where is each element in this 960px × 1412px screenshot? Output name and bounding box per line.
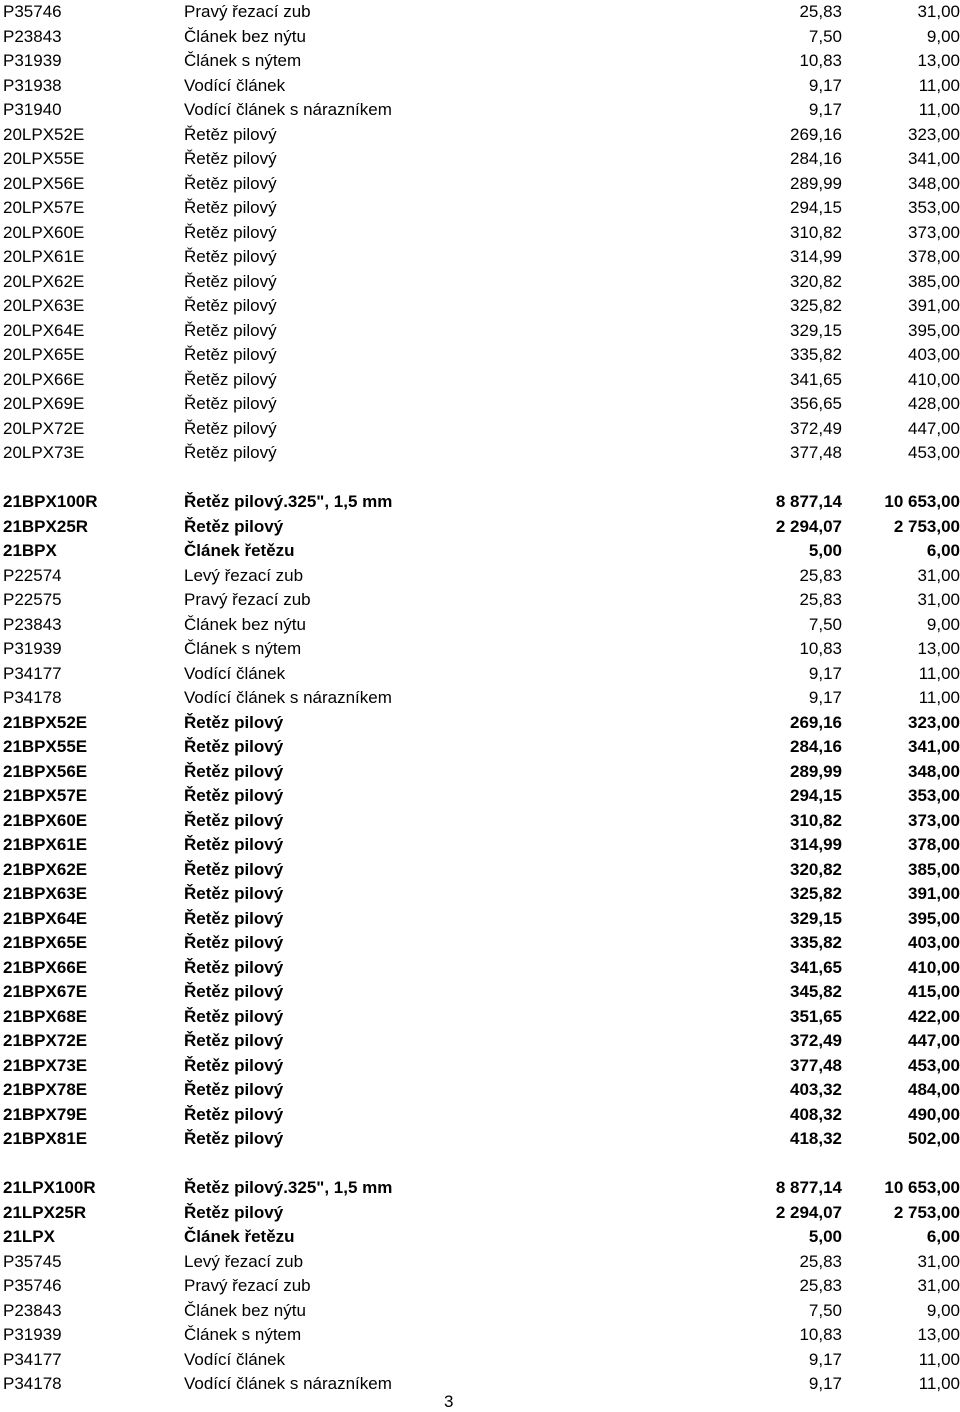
table-row bbox=[0, 588, 960, 613]
price-without-vat: 408,32 bbox=[790, 1104, 842, 1124]
price-without-vat: 25,83 bbox=[799, 2, 842, 21]
table-row bbox=[0, 735, 960, 760]
page-number: 3 bbox=[444, 1392, 454, 1411]
table-row bbox=[0, 686, 960, 711]
item-description: Řetěz pilový bbox=[184, 786, 284, 805]
item-description: Vodící článek bbox=[184, 663, 286, 683]
item-description: Řetěz pilový.325", 1,5 mm bbox=[184, 1178, 393, 1197]
item-code: 21BPX63E bbox=[3, 884, 88, 903]
price-without-vat: 25,83 bbox=[799, 590, 842, 609]
price-without-vat: 8 877,14 bbox=[775, 1178, 842, 1197]
item-code: P31939 bbox=[3, 51, 62, 70]
price-without-vat: 325,82 bbox=[790, 296, 842, 315]
item-description: Řetěz pilový bbox=[184, 1031, 284, 1050]
table-row bbox=[0, 564, 960, 589]
item-description: Řetěz pilový bbox=[184, 761, 284, 781]
price-with-vat: 11,00 bbox=[918, 1374, 960, 1393]
price-with-vat: 341,00 bbox=[908, 737, 960, 756]
item-code: P31939 bbox=[3, 639, 62, 658]
item-code: P31939 bbox=[3, 1325, 62, 1344]
price-with-vat: 2 753,00 bbox=[893, 1202, 960, 1222]
item-description: Řetěz pilový bbox=[184, 1006, 284, 1026]
item-description: Řetěz pilový bbox=[184, 933, 284, 952]
item-description: Řetěz pilový bbox=[184, 982, 284, 1001]
price-with-vat: 378,00 bbox=[908, 835, 960, 854]
price-without-vat: 329,15 bbox=[790, 320, 842, 340]
price-with-vat: 373,00 bbox=[908, 810, 960, 830]
item-description: Řetěz pilový bbox=[184, 1080, 284, 1099]
item-description: Řetěz pilový bbox=[184, 859, 284, 879]
price-without-vat: 269,16 bbox=[790, 712, 842, 732]
table-row bbox=[0, 441, 960, 466]
table-row bbox=[0, 784, 960, 809]
item-code: 20LPX52E bbox=[3, 124, 85, 144]
item-description: Řetěz pilový bbox=[184, 516, 284, 536]
item-code: 20LPX57E bbox=[3, 198, 85, 217]
price-without-vat: 25,83 bbox=[799, 1276, 842, 1295]
item-code: 21BPX62E bbox=[3, 859, 88, 879]
table-row bbox=[0, 1005, 960, 1030]
price-with-vat: 490,00 bbox=[908, 1104, 960, 1124]
price-without-vat: 403,32 bbox=[790, 1080, 842, 1099]
item-description: Řetěz pilový bbox=[184, 1104, 284, 1124]
table-row bbox=[0, 74, 960, 99]
item-description: Článek s nýtem bbox=[184, 1325, 302, 1344]
price-without-vat: 345,82 bbox=[790, 982, 842, 1001]
price-without-vat: 294,15 bbox=[790, 786, 842, 805]
item-code: 21BPX72E bbox=[3, 1031, 88, 1050]
price-with-vat: 11,00 bbox=[918, 75, 960, 95]
item-code: 21BPX56E bbox=[3, 761, 88, 781]
item-code: 21BPX78E bbox=[3, 1080, 88, 1099]
price-with-vat: 410,00 bbox=[908, 957, 960, 977]
item-description: Levý řezací zub bbox=[184, 1251, 304, 1271]
price-without-vat: 335,82 bbox=[790, 345, 842, 364]
price-with-vat: 378,00 bbox=[908, 247, 960, 266]
item-description: Článek bez nýtu bbox=[184, 614, 306, 634]
price-with-vat: 447,00 bbox=[908, 1031, 960, 1050]
price-with-vat: 9,00 bbox=[926, 26, 960, 46]
item-code: 20LPX72E bbox=[3, 418, 85, 438]
price-with-vat: 395,00 bbox=[908, 908, 960, 928]
price-without-vat: 5,00 bbox=[808, 541, 842, 560]
table-row bbox=[0, 1348, 960, 1373]
item-description: Řetěz pilový bbox=[184, 957, 284, 977]
item-code: 21LPX100R bbox=[3, 1178, 96, 1197]
price-with-vat: 385,00 bbox=[908, 271, 960, 291]
table-row bbox=[0, 343, 960, 368]
price-without-vat: 289,99 bbox=[790, 761, 842, 781]
price-without-vat: 10,83 bbox=[799, 639, 842, 658]
price-without-vat: 9,17 bbox=[808, 1374, 842, 1393]
table-row bbox=[0, 662, 960, 687]
table-row bbox=[0, 858, 960, 883]
item-code: 20LPX66E bbox=[3, 369, 85, 389]
item-description: Řetěz pilový bbox=[184, 1129, 284, 1148]
item-code: P22575 bbox=[3, 590, 62, 609]
price-without-vat: 10,83 bbox=[799, 1325, 842, 1344]
table-row bbox=[0, 319, 960, 344]
item-code: P35746 bbox=[3, 2, 62, 21]
price-with-vat: 10 653,00 bbox=[884, 1178, 960, 1197]
table-row bbox=[0, 270, 960, 295]
item-code: 20LPX69E bbox=[3, 394, 85, 413]
price-without-vat: 10,83 bbox=[799, 51, 842, 70]
price-with-vat: 323,00 bbox=[908, 124, 960, 144]
spacer-row bbox=[0, 466, 960, 491]
price-with-vat: 447,00 bbox=[908, 418, 960, 438]
price-with-vat: 31,00 bbox=[917, 1251, 960, 1271]
price-with-vat: 391,00 bbox=[908, 884, 960, 903]
table-row bbox=[0, 1372, 960, 1397]
price-with-vat: 13,00 bbox=[917, 1325, 960, 1344]
price-with-vat: 385,00 bbox=[908, 859, 960, 879]
item-code: P34178 bbox=[3, 1374, 62, 1393]
item-code: 21BPX55E bbox=[3, 737, 88, 756]
item-description: Řetěz pilový bbox=[184, 369, 277, 389]
price-with-vat: 348,00 bbox=[908, 173, 960, 193]
table-row bbox=[0, 1078, 960, 1103]
table-row bbox=[0, 1323, 960, 1348]
item-code: P34177 bbox=[3, 663, 62, 683]
item-code: 21BPX68E bbox=[3, 1006, 88, 1026]
item-description: Řetěz pilový bbox=[184, 908, 284, 928]
price-without-vat: 284,16 bbox=[790, 149, 842, 168]
price-with-vat: 13,00 bbox=[917, 51, 960, 70]
item-code: 20LPX64E bbox=[3, 320, 85, 340]
table-row bbox=[0, 1103, 960, 1128]
item-code: P34177 bbox=[3, 1349, 62, 1369]
item-description: Řetěz pilový bbox=[184, 296, 277, 315]
price-without-vat: 320,82 bbox=[790, 859, 842, 879]
item-code: 21BPX57E bbox=[3, 786, 88, 805]
table-row bbox=[0, 760, 960, 785]
table-row bbox=[0, 1054, 960, 1079]
item-code: 21BPX81E bbox=[3, 1129, 88, 1148]
price-with-vat: 10 653,00 bbox=[884, 492, 960, 511]
item-code: 21BPX100R bbox=[3, 492, 98, 511]
price-with-vat: 31,00 bbox=[917, 565, 960, 585]
item-description: Článek s nýtem bbox=[184, 51, 302, 70]
price-without-vat: 7,50 bbox=[808, 1300, 842, 1320]
price-with-vat: 348,00 bbox=[908, 761, 960, 781]
price-with-vat: 428,00 bbox=[908, 394, 960, 413]
price-without-vat: 377,48 bbox=[790, 443, 842, 462]
price-with-vat: 391,00 bbox=[908, 296, 960, 315]
item-code: P23843 bbox=[3, 1300, 62, 1320]
table-row bbox=[0, 1176, 960, 1201]
price-without-vat: 9,17 bbox=[808, 100, 842, 119]
table-row bbox=[0, 98, 960, 123]
table-row bbox=[0, 515, 960, 540]
price-with-vat: 403,00 bbox=[908, 345, 960, 364]
item-description: Vodící článek bbox=[184, 75, 286, 95]
item-code: 21LPX25R bbox=[3, 1202, 87, 1222]
item-description: Pravý řezací zub bbox=[184, 590, 311, 609]
item-code: 21BPX66E bbox=[3, 957, 88, 977]
item-description: Řetěz pilový bbox=[184, 835, 284, 854]
price-without-vat: 310,82 bbox=[790, 810, 842, 830]
price-without-vat: 314,99 bbox=[790, 247, 842, 266]
price-with-vat: 31,00 bbox=[917, 590, 960, 609]
price-with-vat: 323,00 bbox=[908, 712, 960, 732]
item-description: Článek bez nýtu bbox=[184, 26, 306, 46]
price-without-vat: 9,17 bbox=[808, 688, 842, 707]
price-with-vat: 11,00 bbox=[918, 688, 960, 707]
item-code: 21BPX73E bbox=[3, 1055, 88, 1075]
table-row bbox=[0, 221, 960, 246]
table-row bbox=[0, 613, 960, 638]
price-without-vat: 325,82 bbox=[790, 884, 842, 903]
price-without-vat: 9,17 bbox=[808, 1349, 842, 1369]
table-row bbox=[0, 0, 960, 25]
item-description: Řetěz pilový bbox=[184, 737, 284, 756]
item-code: 20LPX60E bbox=[3, 222, 85, 242]
price-without-vat: 341,65 bbox=[790, 957, 842, 977]
item-description: Řetěz pilový bbox=[184, 124, 277, 144]
price-without-vat: 8 877,14 bbox=[775, 492, 842, 511]
table-row bbox=[0, 49, 960, 74]
price-without-vat: 289,99 bbox=[790, 173, 842, 193]
item-code: P35745 bbox=[3, 1251, 62, 1271]
table-row bbox=[0, 833, 960, 858]
price-without-vat: 418,32 bbox=[790, 1129, 842, 1148]
price-without-vat: 372,49 bbox=[790, 1031, 842, 1050]
price-without-vat: 341,65 bbox=[790, 369, 842, 389]
price-without-vat: 314,99 bbox=[790, 835, 842, 854]
item-code: P31940 bbox=[3, 100, 62, 119]
table-row bbox=[0, 392, 960, 417]
price-with-vat: 9,00 bbox=[926, 614, 960, 634]
price-without-vat: 320,82 bbox=[790, 271, 842, 291]
item-code: 20LPX63E bbox=[3, 296, 85, 315]
price-without-vat: 372,49 bbox=[790, 418, 842, 438]
table-row bbox=[0, 539, 960, 564]
price-without-vat: 7,50 bbox=[808, 26, 842, 46]
item-description: Řetěz pilový bbox=[184, 810, 284, 830]
price-with-vat: 11,00 bbox=[918, 1349, 960, 1369]
price-without-vat: 9,17 bbox=[808, 75, 842, 95]
price-with-vat: 6,00 bbox=[926, 1227, 960, 1246]
table-row bbox=[0, 196, 960, 221]
table-row bbox=[0, 368, 960, 393]
item-code: 20LPX73E bbox=[3, 443, 85, 462]
item-description: Vodící článek s nárazníkem bbox=[184, 688, 392, 707]
price-with-vat: 395,00 bbox=[908, 320, 960, 340]
price-without-vat: 7,50 bbox=[808, 614, 842, 634]
item-description: Článek bez nýtu bbox=[184, 1300, 306, 1320]
price-without-vat: 284,16 bbox=[790, 737, 842, 756]
price-without-vat: 25,83 bbox=[799, 565, 842, 585]
table-row bbox=[0, 809, 960, 834]
item-description: Článek řetězu bbox=[184, 541, 295, 560]
price-without-vat: 377,48 bbox=[790, 1055, 842, 1075]
price-with-vat: 502,00 bbox=[908, 1129, 960, 1148]
item-description: Řetěz pilový bbox=[184, 418, 277, 438]
price-without-vat: 5,00 bbox=[808, 1227, 842, 1246]
table-row bbox=[0, 1127, 960, 1152]
item-description: Řetěz pilový bbox=[184, 443, 277, 462]
item-code: 21BPX52E bbox=[3, 712, 88, 732]
item-description: Řetěz pilový bbox=[184, 1055, 284, 1075]
item-description: Článek s nýtem bbox=[184, 639, 302, 658]
item-code: P23843 bbox=[3, 26, 62, 46]
item-description: Řetěz pilový bbox=[184, 394, 277, 413]
price-with-vat: 484,00 bbox=[908, 1080, 960, 1099]
item-description: Řetěz pilový bbox=[184, 320, 277, 340]
table-row bbox=[0, 123, 960, 148]
item-description: Řetěz pilový bbox=[184, 247, 277, 266]
price-with-vat: 31,00 bbox=[917, 2, 960, 21]
price-with-vat: 422,00 bbox=[908, 1006, 960, 1026]
item-code: 21LPX bbox=[3, 1227, 55, 1246]
price-with-vat: 11,00 bbox=[918, 100, 960, 119]
table-row bbox=[0, 637, 960, 662]
item-description: Článek řetězu bbox=[184, 1227, 295, 1246]
item-description: Řetěz pilový.325", 1,5 mm bbox=[184, 492, 393, 511]
price-without-vat: 294,15 bbox=[790, 198, 842, 217]
price-without-vat: 351,65 bbox=[790, 1006, 842, 1026]
item-description: Řetěz pilový bbox=[184, 1202, 284, 1222]
item-code: 21BPX60E bbox=[3, 810, 88, 830]
table-row bbox=[0, 245, 960, 270]
price-with-vat: 353,00 bbox=[908, 786, 960, 805]
price-without-vat: 269,16 bbox=[790, 124, 842, 144]
table-row bbox=[0, 417, 960, 442]
item-code: 21BPX61E bbox=[3, 835, 88, 854]
table-row bbox=[0, 956, 960, 981]
item-description: Řetěz pilový bbox=[184, 712, 284, 732]
price-without-vat: 329,15 bbox=[790, 908, 842, 928]
item-description: Řetěz pilový bbox=[184, 149, 277, 168]
price-with-vat: 11,00 bbox=[918, 663, 960, 683]
price-with-vat: 453,00 bbox=[908, 443, 960, 462]
item-code: P35746 bbox=[3, 1276, 62, 1295]
table-row bbox=[0, 980, 960, 1005]
price-with-vat: 373,00 bbox=[908, 222, 960, 242]
price-with-vat: 453,00 bbox=[908, 1055, 960, 1075]
table-row bbox=[0, 711, 960, 736]
item-description: Vodící článek s nárazníkem bbox=[184, 1374, 392, 1393]
item-code: P23843 bbox=[3, 614, 62, 634]
price-with-vat: 410,00 bbox=[908, 369, 960, 389]
table-row bbox=[0, 1029, 960, 1054]
price-without-vat: 2 294,07 bbox=[775, 1202, 842, 1222]
table-row bbox=[0, 1299, 960, 1324]
price-without-vat: 335,82 bbox=[790, 933, 842, 952]
table-row bbox=[0, 172, 960, 197]
item-code: 21BPX67E bbox=[3, 982, 88, 1001]
table-row bbox=[0, 294, 960, 319]
spacer-row bbox=[0, 1152, 960, 1177]
item-code: 20LPX65E bbox=[3, 345, 85, 364]
table-row bbox=[0, 931, 960, 956]
price-without-vat: 25,83 bbox=[799, 1251, 842, 1271]
price-with-vat: 341,00 bbox=[908, 149, 960, 168]
item-description: Vodící článek bbox=[184, 1349, 286, 1369]
item-description: Pravý řezací zub bbox=[184, 2, 311, 21]
price-with-vat: 403,00 bbox=[908, 933, 960, 952]
item-code: 20LPX56E bbox=[3, 173, 85, 193]
item-code: 21BPX64E bbox=[3, 908, 88, 928]
item-description: Řetěz pilový bbox=[184, 222, 277, 242]
item-code: 21BPX65E bbox=[3, 933, 88, 952]
item-description: Řetěz pilový bbox=[184, 198, 277, 217]
item-description: Levý řezací zub bbox=[184, 565, 304, 585]
item-description: Řetěz pilový bbox=[184, 173, 277, 193]
price-with-vat: 6,00 bbox=[926, 541, 960, 560]
table-row bbox=[0, 1225, 960, 1250]
table-row bbox=[0, 1250, 960, 1275]
item-code: 20LPX55E bbox=[3, 149, 85, 168]
item-code: P22574 bbox=[3, 565, 62, 585]
price-without-vat: 356,65 bbox=[790, 394, 842, 413]
item-code: P34178 bbox=[3, 688, 62, 707]
price-without-vat: 2 294,07 bbox=[775, 516, 842, 536]
table-row bbox=[0, 490, 960, 515]
table-row bbox=[0, 907, 960, 932]
item-description: Řetěz pilový bbox=[184, 345, 277, 364]
price-with-vat: 2 753,00 bbox=[893, 516, 960, 536]
item-description: Pravý řezací zub bbox=[184, 1276, 311, 1295]
table-row bbox=[0, 1201, 960, 1226]
price-with-vat: 31,00 bbox=[917, 1276, 960, 1295]
item-code: 20LPX62E bbox=[3, 271, 85, 291]
table-row bbox=[0, 882, 960, 907]
item-code: 21BPX25R bbox=[3, 516, 89, 536]
item-code: 21BPX bbox=[3, 541, 57, 560]
price-without-vat: 310,82 bbox=[790, 222, 842, 242]
item-description: Řetěz pilový bbox=[184, 271, 277, 291]
table-row bbox=[0, 147, 960, 172]
item-code: P31938 bbox=[3, 75, 62, 95]
price-without-vat: 9,17 bbox=[808, 663, 842, 683]
table-row bbox=[0, 25, 960, 50]
price-with-vat: 9,00 bbox=[926, 1300, 960, 1320]
price-with-vat: 13,00 bbox=[917, 639, 960, 658]
item-description: Vodící článek s nárazníkem bbox=[184, 100, 392, 119]
price-with-vat: 415,00 bbox=[908, 982, 960, 1001]
table-row bbox=[0, 1274, 960, 1299]
item-description: Řetěz pilový bbox=[184, 884, 284, 903]
item-code: 20LPX61E bbox=[3, 247, 85, 266]
price-with-vat: 353,00 bbox=[908, 198, 960, 217]
item-code: 21BPX79E bbox=[3, 1104, 88, 1124]
